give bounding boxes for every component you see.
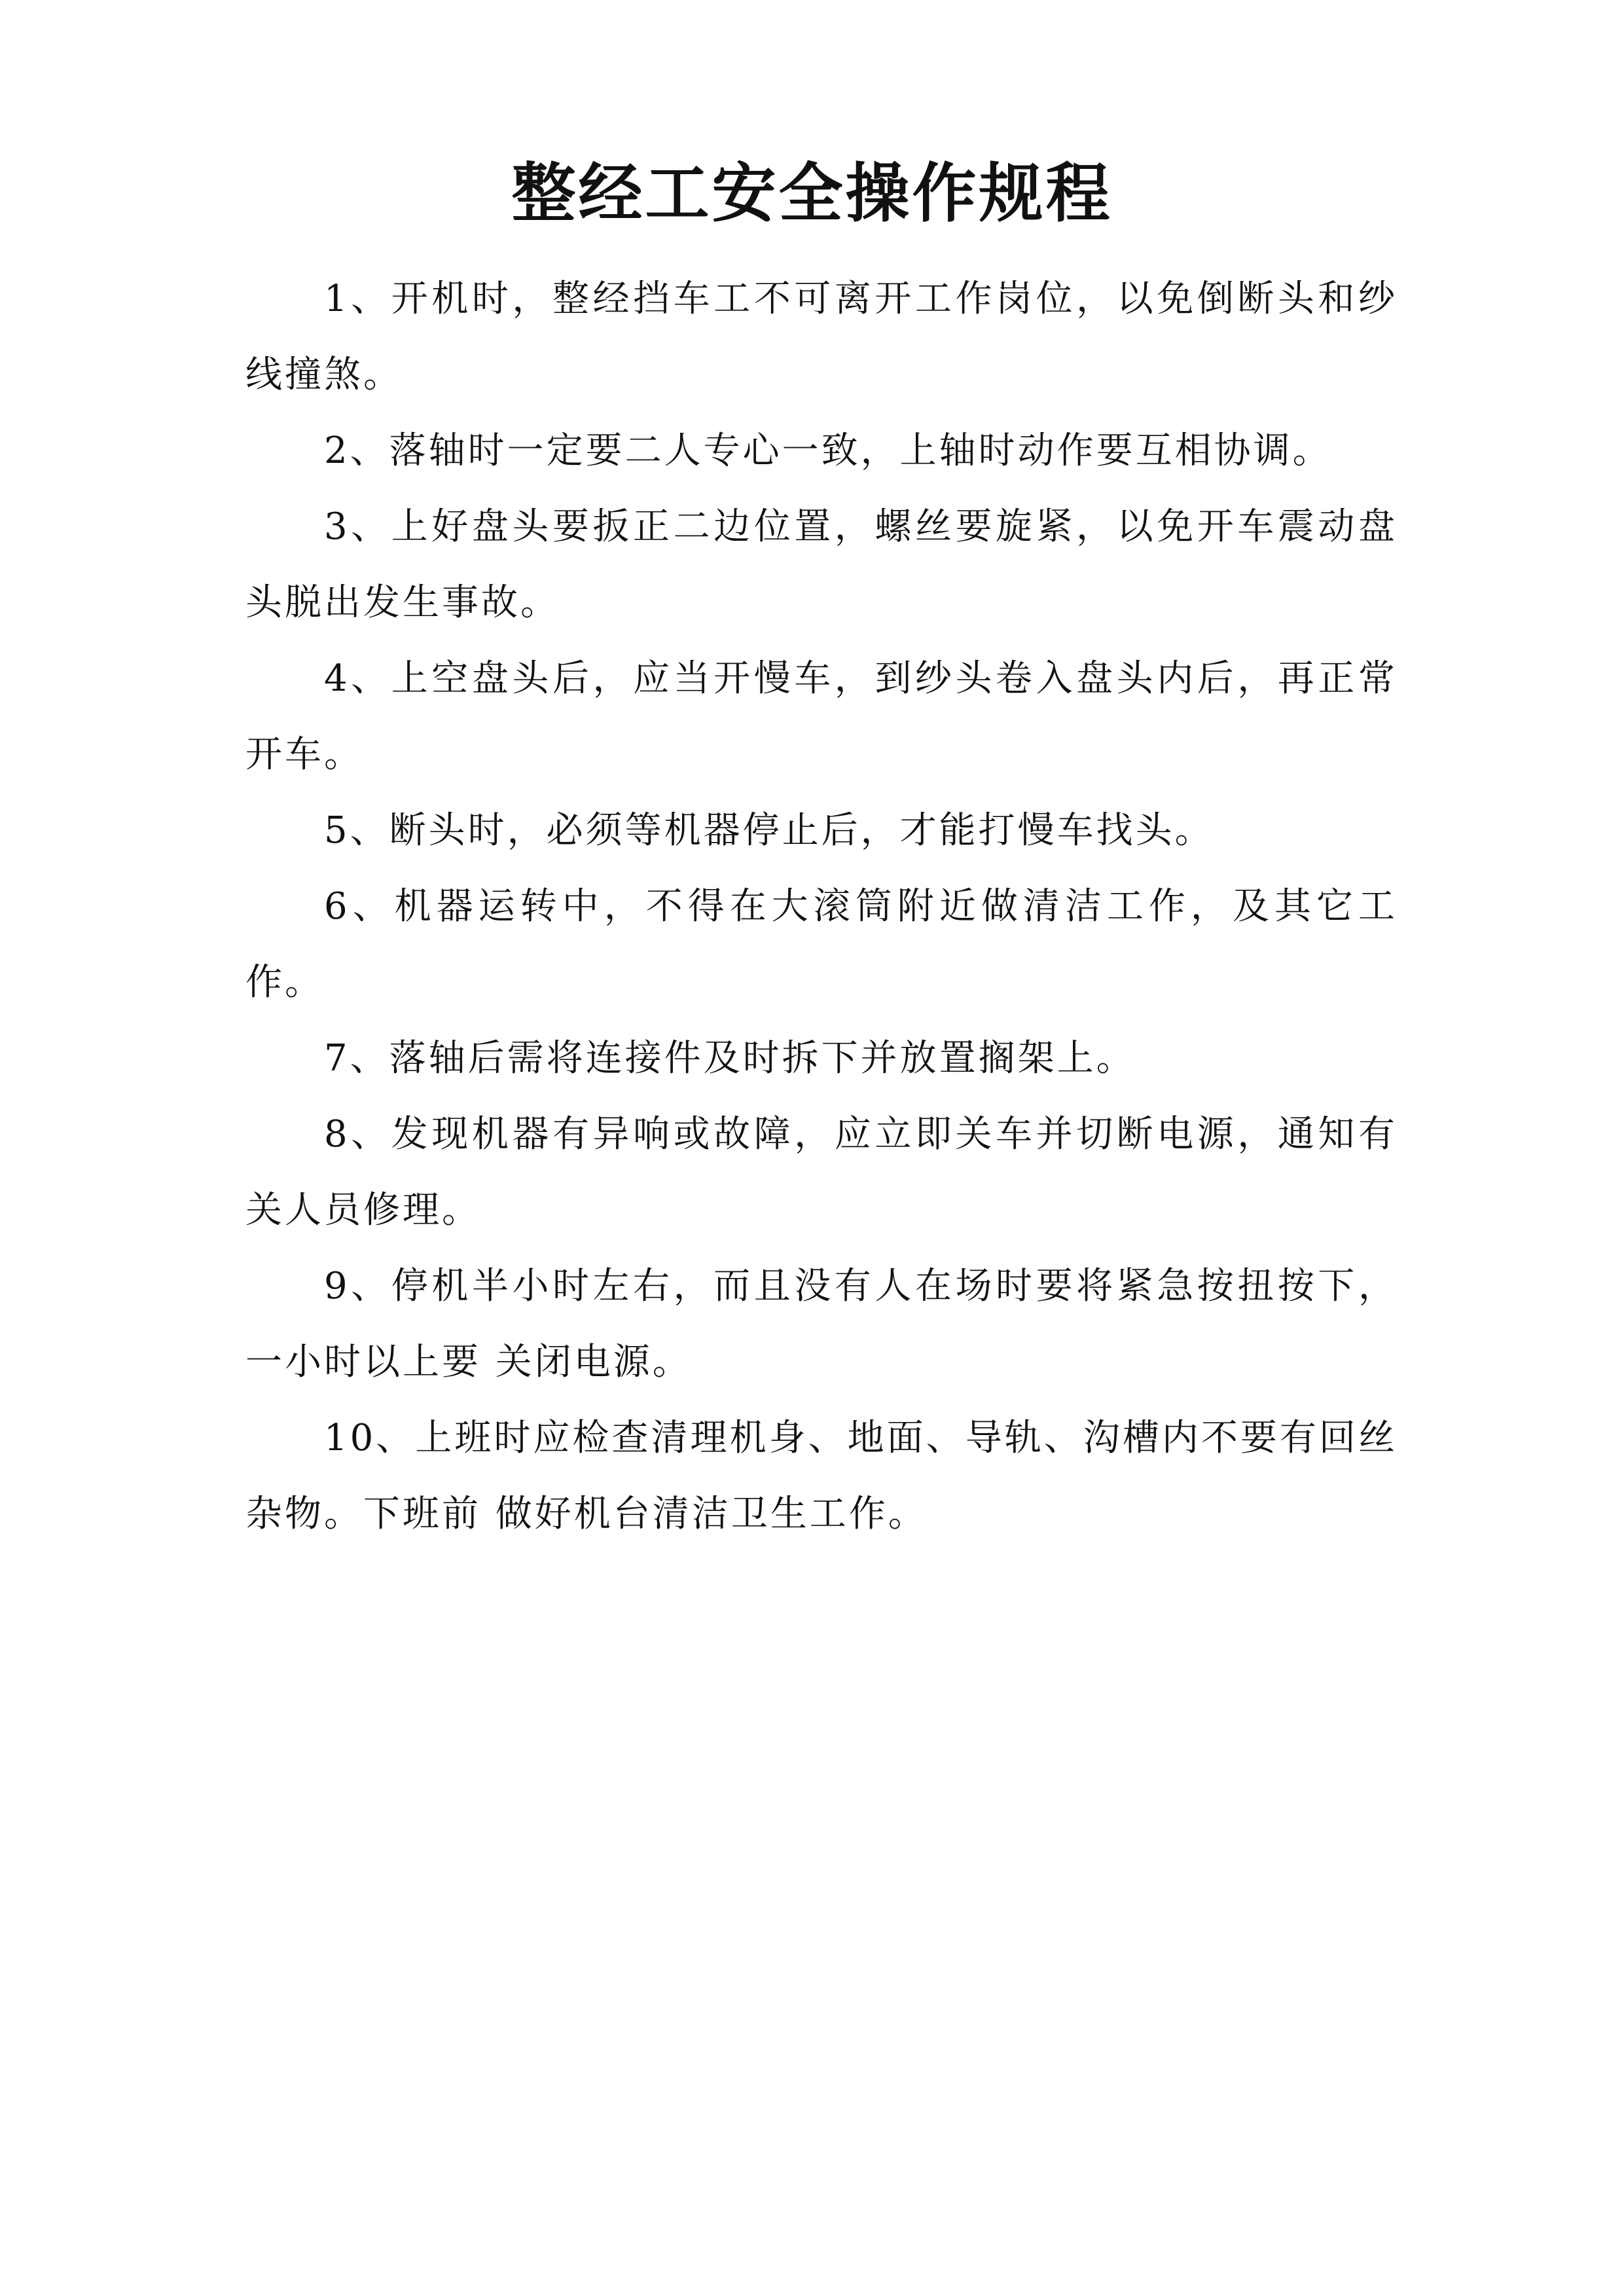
rule-item-6: 6、机器运转中，不得在大滚筒附近做清洁工作，及其它工作。 (245, 885, 1398, 1004)
rule-item-9: 9、停机半小时左右，而且没有人在场时要将紧急按扭按下，一小时以上要 关闭电源。 (245, 1265, 1398, 1383)
rule-item-10: 10、上班时应检查清理机身、地面、导轨、沟槽内不要有回丝杂物。下班前 做好机台清洁卫生工作。 (245, 1417, 1398, 1535)
rule-item-4: 4、上空盘头后，应当开慢车，到纱头卷入盘头内后，再正常开车。 (245, 657, 1398, 776)
rule-item-3: 3、上好盘头要扳正二边位置，螺丝要旋紧，以免开车震动盘头脱出发生事故。 (245, 505, 1398, 624)
document-title: 整经工安全操作规程 (511, 156, 1113, 231)
rule-item-1: 1、开机时，整经挡车工不可离开工作岗位，以免倒断头和纱线撞煞。 (245, 278, 1398, 396)
rule-item-7: 7、落轴后需将连接件及时拆下并放置搁架上。 (324, 1037, 1136, 1080)
rule-item-2: 2、落轴时一定要二人专心一致，上轴时动作要互相协调。 (324, 429, 1332, 472)
rule-item-5: 5、断头时，必须等机器停止后，才能打慢车找头。 (324, 809, 1214, 852)
document-body (245, 261, 1398, 1552)
rule-item-8: 8、发现机器有异响或故障，应立即关车并切断电源，通知有关人员修理。 (245, 1113, 1398, 1231)
